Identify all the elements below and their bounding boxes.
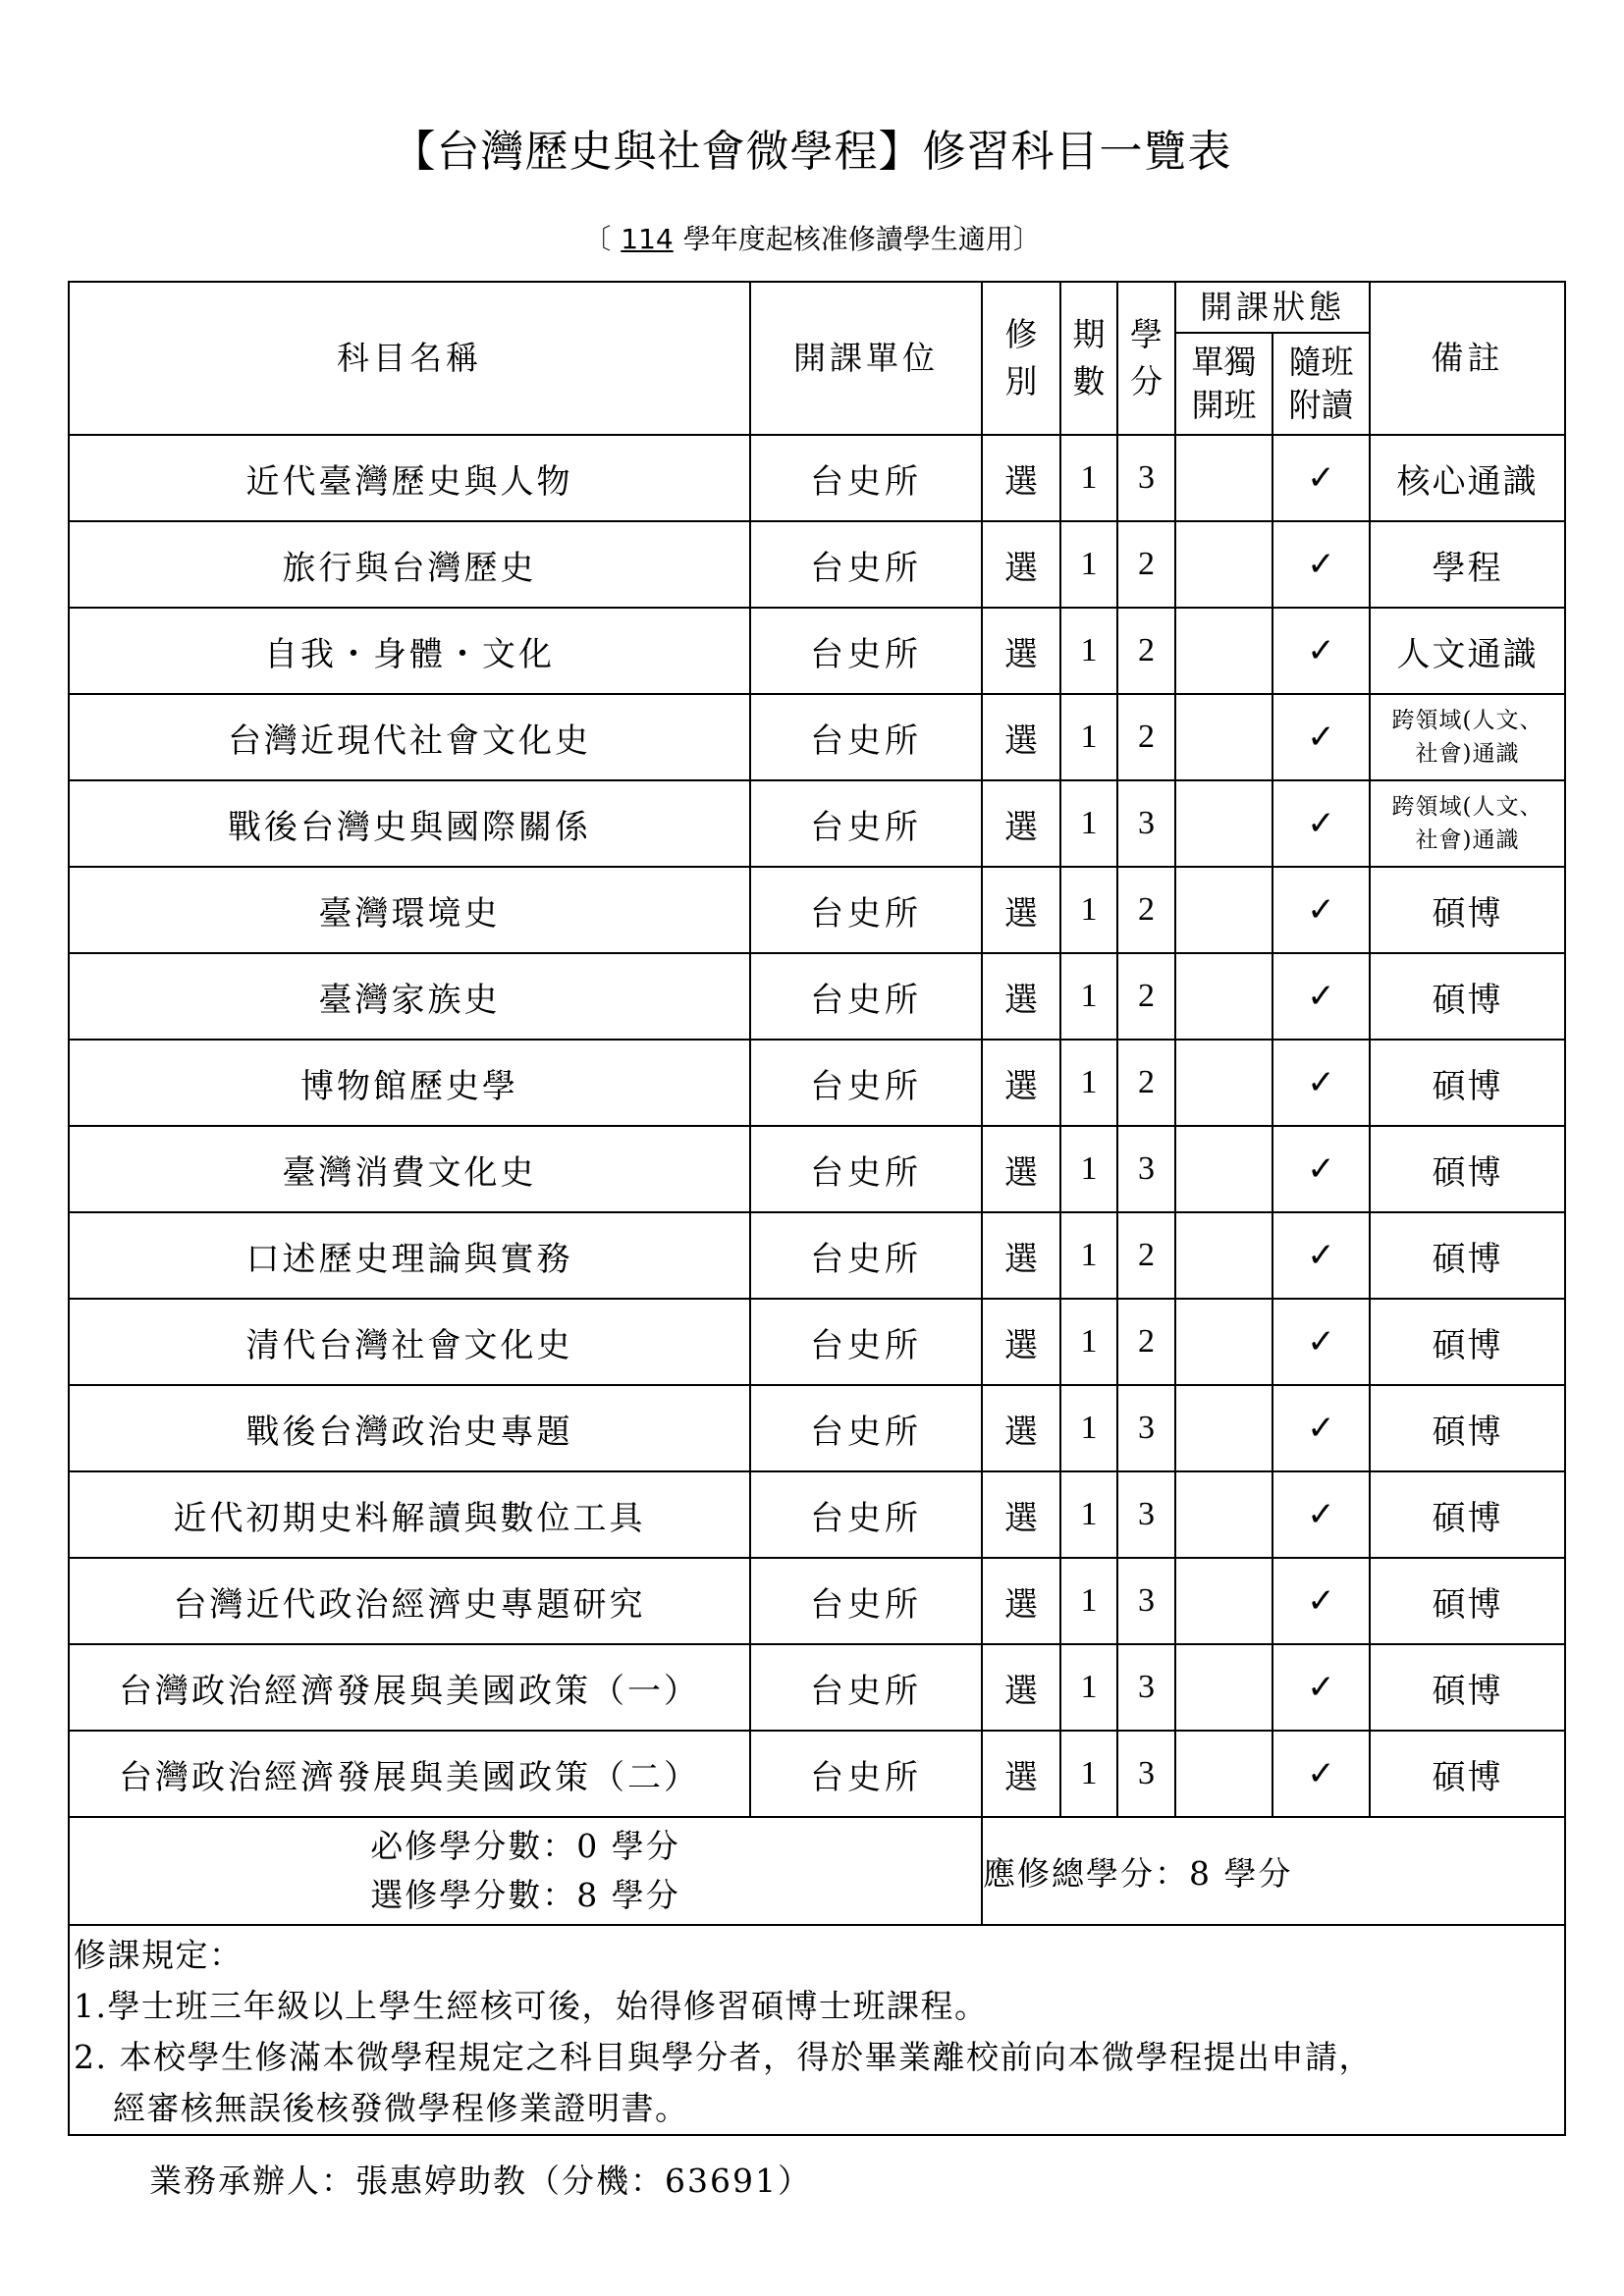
table-row	[69, 521, 1565, 608]
table-row	[69, 435, 1565, 521]
course-remark	[1370, 1385, 1565, 1471]
check-icon: ✓	[1272, 1299, 1370, 1385]
course-remark	[1370, 1644, 1565, 1731]
course-type: 選	[982, 953, 1060, 1040]
course-terms: 1	[1060, 1558, 1117, 1644]
check-icon: ✓	[1272, 953, 1370, 1040]
check-icon: ✓	[1272, 1644, 1370, 1731]
course-name: 旅行與台灣歷史	[69, 521, 750, 608]
course-remark	[1370, 1558, 1565, 1644]
course-remark	[1370, 1212, 1565, 1299]
course-credits: 3	[1117, 780, 1175, 867]
remark-line-1: 碩博	[1432, 1757, 1503, 1797]
course-name: 臺灣消費文化史	[69, 1126, 750, 1212]
status-separate-cell	[1175, 1126, 1272, 1212]
course-type: 選	[982, 1212, 1060, 1299]
course-remark	[1370, 521, 1565, 608]
header-status: 開課狀態	[1175, 282, 1370, 333]
course-type: 選	[982, 1299, 1060, 1385]
course-remark	[1370, 694, 1565, 780]
course-type: 選	[982, 521, 1060, 608]
status-separate-cell	[1175, 1471, 1272, 1558]
check-icon: ✓	[1272, 1558, 1370, 1644]
course-unit: 台史所	[750, 1471, 982, 1558]
course-terms: 1	[1060, 1385, 1117, 1471]
course-name: 口述歷史理論與實務	[69, 1212, 750, 1299]
remark-line-1: 碩博	[1432, 1498, 1503, 1538]
course-remark	[1370, 1040, 1565, 1126]
subtitle-close-bracket: 〕	[1012, 223, 1041, 255]
status-separate-cell	[1175, 953, 1272, 1040]
check-icon: ✓	[1272, 694, 1370, 780]
course-credits: 2	[1117, 953, 1175, 1040]
course-unit: 台史所	[750, 953, 982, 1040]
course-credits: 2	[1117, 521, 1175, 608]
course-credits: 2	[1117, 694, 1175, 780]
course-remark	[1370, 1299, 1565, 1385]
check-icon: ✓	[1272, 1126, 1370, 1212]
course-type: 選	[982, 1126, 1060, 1212]
course-remark	[1370, 1126, 1565, 1212]
course-name: 台灣政治經濟發展與美國政策（一）	[69, 1644, 750, 1731]
course-rules	[69, 1925, 1565, 2135]
course-terms: 1	[1060, 694, 1117, 780]
course-name: 近代臺灣歷史與人物	[69, 435, 750, 521]
check-icon: ✓	[1272, 867, 1370, 953]
table-row	[69, 780, 1565, 867]
remark-line-1: 核心通識	[1396, 461, 1539, 502]
rule-item-2: 2. 本校學生修滿本微學程規定之科目與學分者，得於畢業離校前向本微學程提出申請，	[74, 2038, 1373, 2076]
course-type: 選	[982, 1040, 1060, 1126]
course-name: 台灣政治經濟發展與美國政策（二）	[69, 1731, 750, 1817]
check-icon: ✓	[1272, 1385, 1370, 1471]
course-name: 台灣近現代社會文化史	[69, 694, 750, 780]
course-credits: 3	[1117, 1558, 1175, 1644]
course-name: 自我・身體・文化	[69, 608, 750, 694]
remark-line-1: 碩博	[1432, 1066, 1503, 1106]
remark-line-1: 跨領域(人文、	[1391, 708, 1543, 733]
course-unit: 台史所	[750, 1212, 982, 1299]
course-credits: 2	[1117, 608, 1175, 694]
table-row	[69, 1040, 1565, 1126]
table-row	[69, 694, 1565, 780]
course-terms: 1	[1060, 1731, 1117, 1817]
course-name: 戰後台灣史與國際關係	[69, 780, 750, 867]
course-terms: 1	[1060, 1040, 1117, 1126]
remark-line-1: 碩博	[1432, 1152, 1503, 1193]
status-separate-cell	[1175, 1385, 1272, 1471]
course-remark	[1370, 780, 1565, 867]
course-remark	[1370, 1471, 1565, 1558]
check-icon: ✓	[1272, 1731, 1370, 1817]
remark-line-1: 碩博	[1432, 1671, 1503, 1711]
course-credits: 3	[1117, 1731, 1175, 1817]
subtitle-text: 學年度起核准修讀學生適用	[682, 223, 1013, 255]
course-terms: 1	[1060, 1212, 1117, 1299]
course-unit: 台史所	[750, 1040, 982, 1126]
course-credits: 3	[1117, 1644, 1175, 1731]
course-unit: 台史所	[750, 780, 982, 867]
course-remark	[1370, 953, 1565, 1040]
course-type: 選	[982, 1731, 1060, 1817]
check-icon: ✓	[1272, 1040, 1370, 1126]
course-unit: 台史所	[750, 1731, 982, 1817]
status-separate-cell	[1175, 1040, 1272, 1126]
table-row	[69, 1471, 1565, 1558]
subtitle	[0, 218, 1624, 257]
status-separate-cell	[1175, 780, 1272, 867]
table-row	[69, 1644, 1565, 1731]
course-unit: 台史所	[750, 521, 982, 608]
status-separate-cell	[1175, 1731, 1272, 1817]
course-type: 選	[982, 1644, 1060, 1731]
status-separate-cell	[1175, 608, 1272, 694]
course-remark	[1370, 1731, 1565, 1817]
table-row	[69, 1299, 1565, 1385]
course-terms: 1	[1060, 1471, 1117, 1558]
academic-year: 114	[621, 223, 674, 255]
rule-item-2-continued: 經審核無誤後核發微學程修業證明書。	[113, 2089, 689, 2127]
course-name: 清代台灣社會文化史	[69, 1299, 750, 1385]
check-icon: ✓	[1272, 521, 1370, 608]
header-remarks: 備註	[1370, 282, 1565, 435]
status-separate-cell	[1175, 521, 1272, 608]
course-type: 選	[982, 608, 1060, 694]
check-icon: ✓	[1272, 435, 1370, 521]
remark-line-1: 碩博	[1432, 1584, 1503, 1625]
status-separate-cell	[1175, 1212, 1272, 1299]
course-name: 臺灣環境史	[69, 867, 750, 953]
status-separate-cell	[1175, 435, 1272, 521]
contact-footer: 業務承辦人：張惠婷助教（分機：63691）	[149, 2162, 812, 2200]
course-type: 選	[982, 435, 1060, 521]
page-title: 【台灣歷史與社會微學程】修習科目一覽表	[392, 127, 1232, 177]
status-separate-cell	[1175, 867, 1272, 953]
course-unit: 台史所	[750, 1644, 982, 1731]
course-remark	[1370, 435, 1565, 521]
course-type: 選	[982, 1385, 1060, 1471]
check-icon: ✓	[1272, 608, 1370, 694]
summary-credits	[69, 1817, 982, 1925]
course-terms: 1	[1060, 780, 1117, 867]
subtitle-open-bracket: 〔	[583, 223, 612, 255]
course-rows	[69, 435, 1565, 1817]
course-unit: 台史所	[750, 1299, 982, 1385]
status-separate-cell	[1175, 1299, 1272, 1385]
rule-item-1: 1.學士班三年級以上學生經核可後，始得修習碩博士班課程。	[74, 1987, 989, 2025]
elective-credits: 選修學分數：8 學分	[370, 1876, 680, 1914]
remark-line-2: 社會)通識	[1415, 741, 1520, 767]
header-status-separate: 單獨 開班	[1175, 333, 1272, 435]
course-name: 臺灣家族史	[69, 953, 750, 1040]
course-table	[68, 281, 1566, 2136]
course-unit: 台史所	[750, 1385, 982, 1471]
course-terms: 1	[1060, 867, 1117, 953]
header-course-name: 科目名稱	[69, 282, 750, 435]
course-unit: 台史所	[750, 694, 982, 780]
remark-line-1: 學程	[1432, 548, 1503, 588]
remark-line-1: 碩博	[1432, 1325, 1503, 1365]
course-terms: 1	[1060, 435, 1117, 521]
course-terms: 1	[1060, 1644, 1117, 1731]
total-credits: 應修總學分：8 學分	[982, 1817, 1565, 1925]
course-name: 台灣近代政治經濟史專題研究	[69, 1558, 750, 1644]
course-credits: 2	[1117, 1212, 1175, 1299]
remark-line-1: 人文通識	[1396, 634, 1539, 674]
table-row	[69, 1385, 1565, 1471]
remark-line-2: 社會)通識	[1415, 828, 1520, 853]
course-type: 選	[982, 780, 1060, 867]
course-type: 選	[982, 867, 1060, 953]
course-terms: 1	[1060, 1299, 1117, 1385]
remark-line-1: 跨領域(人文、	[1391, 794, 1543, 820]
header-unit: 開課單位	[750, 282, 982, 435]
course-unit: 台史所	[750, 608, 982, 694]
course-terms: 1	[1060, 953, 1117, 1040]
course-credits: 2	[1117, 867, 1175, 953]
course-credits: 3	[1117, 1471, 1175, 1558]
table-row	[69, 867, 1565, 953]
course-credits: 3	[1117, 435, 1175, 521]
course-unit: 台史所	[750, 1126, 982, 1212]
course-remark	[1370, 608, 1565, 694]
required-credits: 必修學分數：0 學分	[370, 1827, 680, 1865]
course-unit: 台史所	[750, 867, 982, 953]
course-credits: 3	[1117, 1126, 1175, 1212]
course-name: 近代初期史料解讀與數位工具	[69, 1471, 750, 1558]
status-separate-cell	[1175, 1558, 1272, 1644]
course-type: 選	[982, 1558, 1060, 1644]
status-separate-cell	[1175, 1644, 1272, 1731]
course-credits: 3	[1117, 1385, 1175, 1471]
course-type: 選	[982, 694, 1060, 780]
table-row	[69, 1126, 1565, 1212]
course-remark	[1370, 867, 1565, 953]
table-row	[69, 608, 1565, 694]
check-icon: ✓	[1272, 1471, 1370, 1558]
header-status-attached: 隨班 附讀	[1272, 333, 1370, 435]
course-terms: 1	[1060, 521, 1117, 608]
course-credits: 2	[1117, 1299, 1175, 1385]
course-name: 博物館歷史學	[69, 1040, 750, 1126]
remark-line-1: 碩博	[1432, 980, 1503, 1020]
course-type: 選	[982, 1471, 1060, 1558]
status-separate-cell	[1175, 694, 1272, 780]
check-icon: ✓	[1272, 1212, 1370, 1299]
table-row	[69, 1558, 1565, 1644]
check-icon: ✓	[1272, 780, 1370, 867]
course-terms: 1	[1060, 1126, 1117, 1212]
remark-line-1: 碩博	[1432, 1239, 1503, 1279]
header-type: 修 別	[982, 282, 1060, 435]
header-credits: 學 分	[1117, 282, 1175, 435]
table-row	[69, 1731, 1565, 1817]
course-terms: 1	[1060, 608, 1117, 694]
course-credits: 2	[1117, 1040, 1175, 1126]
header-terms: 期 數	[1060, 282, 1117, 435]
course-name: 戰後台灣政治史專題	[69, 1385, 750, 1471]
remark-line-1: 碩博	[1432, 1412, 1503, 1452]
rules-heading: 修課規定：	[74, 1936, 244, 1974]
course-unit: 台史所	[750, 435, 982, 521]
table-row	[69, 953, 1565, 1040]
course-unit: 台史所	[750, 1558, 982, 1644]
remark-line-1: 碩博	[1432, 893, 1503, 934]
table-row	[69, 1212, 1565, 1299]
